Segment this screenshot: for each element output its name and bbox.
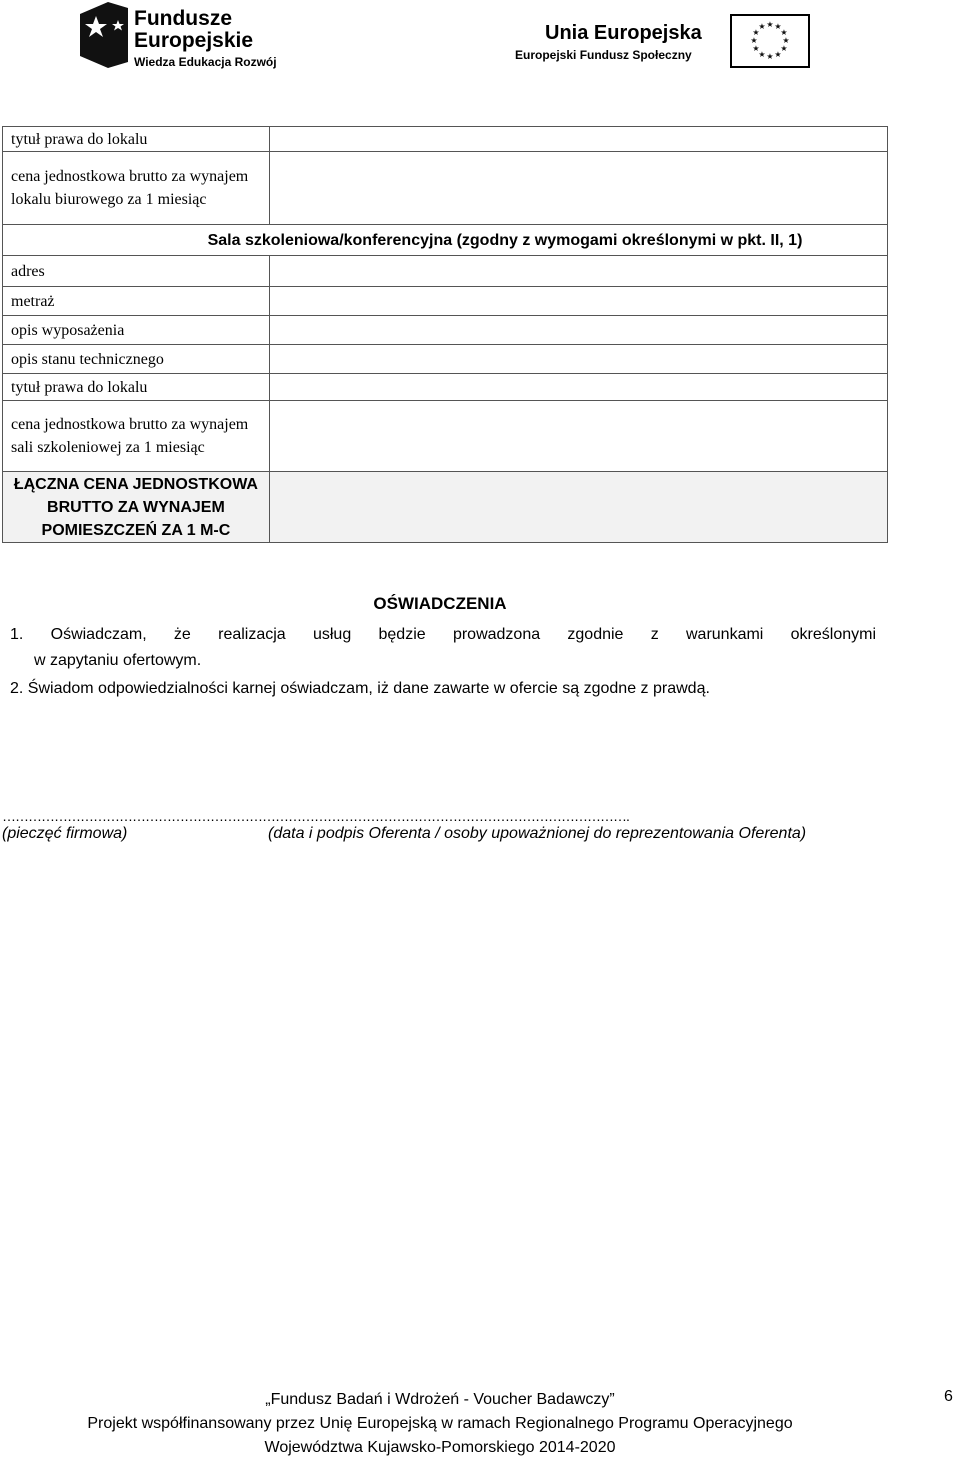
- row-label: tytuł prawa do lokalu: [3, 127, 270, 152]
- eu-flag-icon: [730, 14, 810, 68]
- table-row: [3, 345, 888, 374]
- ue-logo-line2: Europejski Fundusz Społeczny: [515, 48, 692, 62]
- svg-text:★: ★: [752, 44, 760, 53]
- table-row: [3, 287, 888, 316]
- table-row: [3, 316, 888, 345]
- svg-text:★: ★: [774, 50, 782, 59]
- svg-text:★: ★: [750, 36, 758, 45]
- svg-text:★: ★: [766, 20, 774, 29]
- section-title: Sala szkoleniowa/konferencyjna (zgodny z wymogami określonymi w pkt. II, 1): [3, 225, 888, 256]
- row-label: opis wyposażenia: [3, 316, 270, 345]
- row-label: opis stanu technicznego: [3, 345, 270, 374]
- footer-line3: Województwa Kujawsko-Pomorskiego 2014-2020: [264, 1439, 616, 1456]
- total-label: ŁĄCZNA CENA JEDNOSTKOWA BRUTTO ZA WYNAJEM POMIESZCZEŃ ZA 1 M-C: [3, 472, 270, 543]
- signature-dotted-line: ……………………………………………………………………………………………………………………………….: [2, 808, 629, 824]
- page-footer: [0, 1388, 880, 1460]
- row-value-field[interactable]: [269, 287, 887, 316]
- declarations-title: OŚWIADCZENIA: [373, 594, 507, 613]
- footer-line1: „Fundusz Badań i Wdrożeń - Voucher Badawczy”: [265, 1391, 615, 1408]
- table-row: [3, 401, 888, 472]
- svg-text:★: ★: [780, 44, 788, 53]
- stamp-label: (pieczęć firmowa): [2, 825, 128, 842]
- row-value-field[interactable]: [269, 256, 887, 287]
- table-row: [3, 256, 888, 287]
- table-row: [3, 152, 888, 225]
- fe-logo-mark-icon: [78, 2, 130, 68]
- total-value-field[interactable]: [269, 472, 887, 543]
- row-label: cena jednostkowa brutto za wynajem sali szkoleniowej za 1 miesiąc: [3, 401, 270, 472]
- offer-table: [2, 126, 888, 543]
- fundusze-europejskie-logo: [78, 2, 288, 70]
- row-label: tytuł prawa do lokalu: [3, 374, 270, 401]
- ue-logo-line1: Unia Europejska: [545, 22, 702, 44]
- svg-text:★: ★: [758, 50, 766, 59]
- row-label: adres: [3, 256, 270, 287]
- row-value-field[interactable]: [269, 401, 887, 472]
- signature-label: (data i podpis Oferenta / osoby upoważnionej do reprezentowania Oferenta): [268, 825, 807, 842]
- declaration-item-1-cont: w zapytaniu ofertowym.: [34, 652, 202, 669]
- row-label: cena jednostkowa brutto za wynajem lokalu biurowego za 1 miesiąc: [3, 152, 270, 225]
- row-value-field[interactable]: [269, 345, 887, 374]
- declaration-item-2: 2. Świadom odpowiedzialności karnej oświadczam, iż dane zawarte w ofercie są zgodne z prawdą.: [10, 680, 710, 697]
- fe-logo-line1: Fundusze: [134, 7, 232, 30]
- row-label: metraż: [3, 287, 270, 316]
- row-value-field[interactable]: [269, 127, 887, 152]
- svg-text:★: ★: [780, 28, 788, 37]
- svg-text:★: ★: [774, 22, 782, 31]
- fe-logo-line3: Wiedza Edukacja Rozwój: [134, 55, 277, 69]
- unia-europejska-logo: [515, 14, 800, 72]
- total-row: [3, 472, 888, 543]
- section-header-row: [3, 225, 888, 256]
- declaration-item-1: 1. Oświadczam, że realizacja usług będzie prowadzona zgodnie z warunkami określonymi: [10, 626, 876, 643]
- svg-text:★: ★: [752, 28, 760, 37]
- row-value-field[interactable]: [269, 374, 887, 401]
- row-value-field[interactable]: [269, 316, 887, 345]
- svg-text:★: ★: [758, 22, 766, 31]
- table-row: [3, 374, 888, 401]
- fe-logo-line2: Europejskie: [134, 29, 254, 52]
- svg-text:★: ★: [782, 36, 790, 45]
- page-number: 6: [944, 1388, 953, 1405]
- footer-line2: Projekt współfinansowany przez Unię Europejską w ramach Regionalnego Programu Operacyjnego: [87, 1415, 793, 1432]
- table-row: [3, 127, 888, 152]
- row-value-field[interactable]: [269, 152, 887, 225]
- svg-text:★: ★: [766, 52, 774, 61]
